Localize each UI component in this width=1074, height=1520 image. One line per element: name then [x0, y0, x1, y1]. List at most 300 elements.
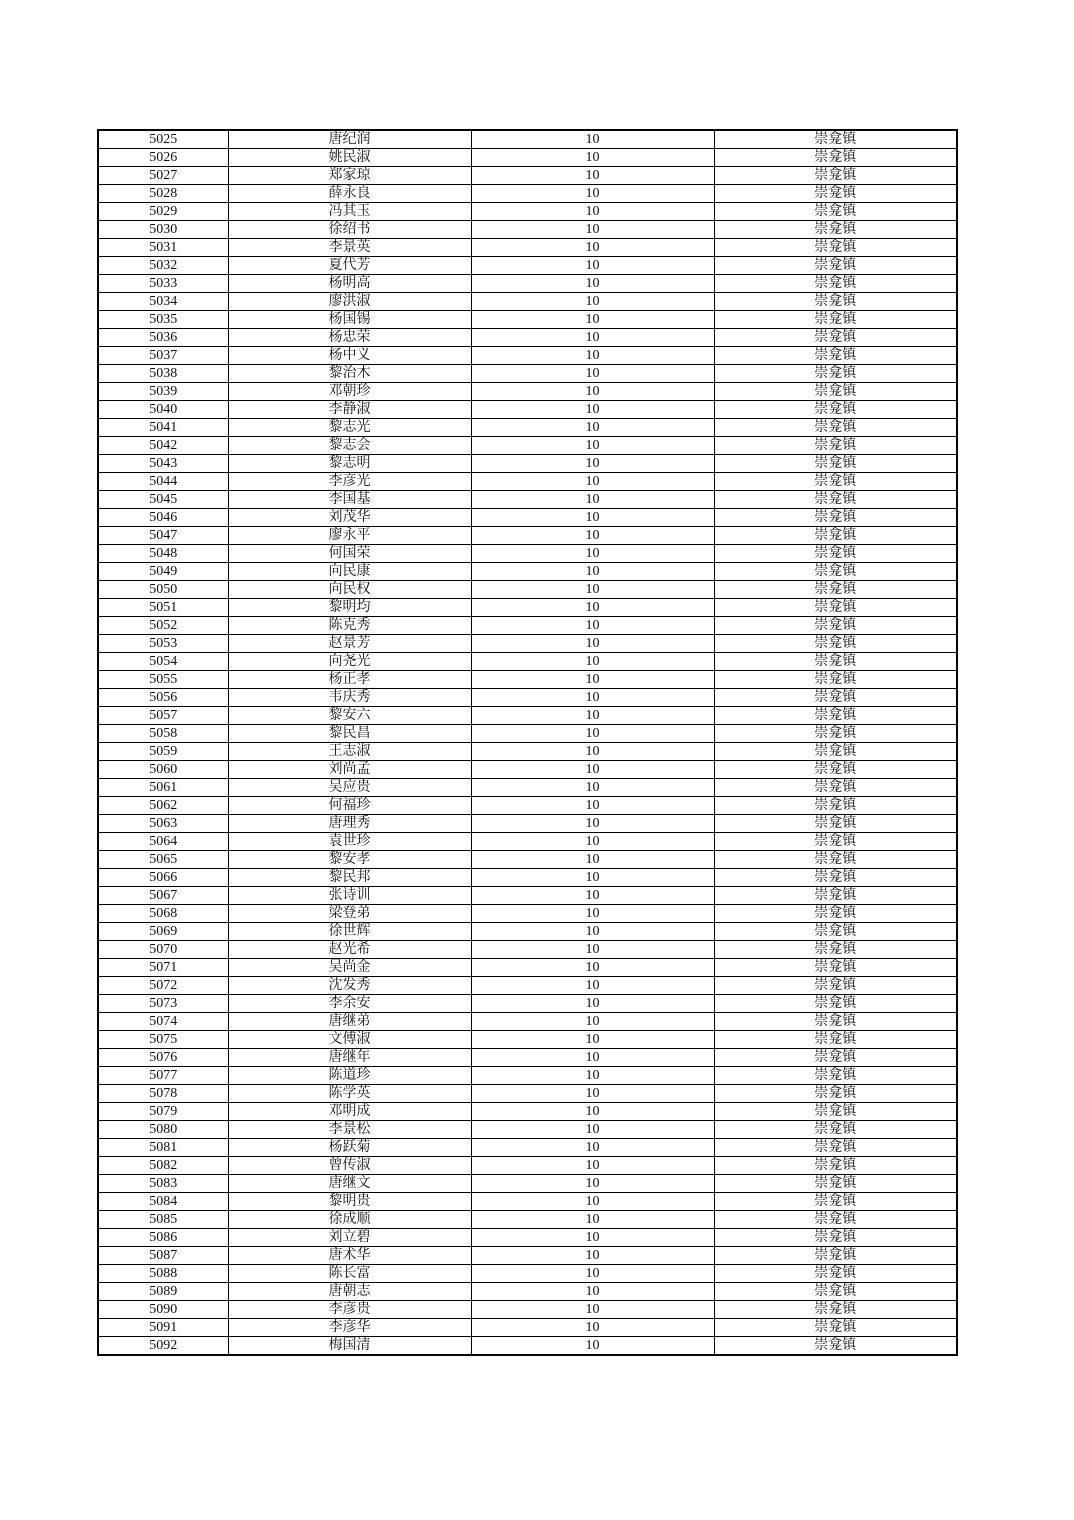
- name-cell: 梁登弟: [228, 905, 471, 923]
- name-cell: 向尧光: [228, 653, 471, 671]
- amount-cell: 10: [471, 923, 714, 941]
- town-cell: 崇龛镇: [714, 995, 957, 1013]
- name-cell: 张诗训: [228, 887, 471, 905]
- row-number-cell: 5049: [98, 563, 228, 581]
- town-cell: 崇龛镇: [714, 293, 957, 311]
- row-number-cell: 5048: [98, 545, 228, 563]
- table-row: [98, 779, 957, 797]
- name-cell: 李余安: [228, 995, 471, 1013]
- town-cell: 崇龛镇: [714, 941, 957, 959]
- table-row: [98, 1265, 957, 1283]
- amount-cell: 10: [471, 1139, 714, 1157]
- town-cell: 崇龛镇: [714, 1193, 957, 1211]
- row-number-cell: 5051: [98, 599, 228, 617]
- name-cell: 唐继弟: [228, 1013, 471, 1031]
- town-cell: 崇龛镇: [714, 401, 957, 419]
- table-row: [98, 1103, 957, 1121]
- town-cell: 崇龛镇: [714, 1301, 957, 1319]
- table-row: [98, 329, 957, 347]
- name-cell: 杨中义: [228, 347, 471, 365]
- town-cell: 崇龛镇: [714, 130, 957, 149]
- town-cell: 崇龛镇: [714, 689, 957, 707]
- row-number-cell: 5027: [98, 167, 228, 185]
- row-number-cell: 5035: [98, 311, 228, 329]
- amount-cell: 10: [471, 1247, 714, 1265]
- town-cell: 崇龛镇: [714, 1049, 957, 1067]
- table-row: [98, 491, 957, 509]
- table-row: [98, 1175, 957, 1193]
- amount-cell: 10: [471, 509, 714, 527]
- table-row: [98, 941, 957, 959]
- amount-cell: 10: [471, 527, 714, 545]
- table-row: [98, 275, 957, 293]
- name-cell: 刘茂华: [228, 509, 471, 527]
- name-cell: 何福珍: [228, 797, 471, 815]
- name-cell: 王志淑: [228, 743, 471, 761]
- table-row: [98, 365, 957, 383]
- name-cell: 徐绍书: [228, 221, 471, 239]
- table-row: [98, 1139, 957, 1157]
- name-cell: 陈道珍: [228, 1067, 471, 1085]
- town-cell: 崇龛镇: [714, 1121, 957, 1139]
- amount-cell: 10: [471, 977, 714, 995]
- table-row: [98, 581, 957, 599]
- table-row: [98, 617, 957, 635]
- row-number-cell: 5071: [98, 959, 228, 977]
- town-cell: 崇龛镇: [714, 671, 957, 689]
- table-row: [98, 1229, 957, 1247]
- name-cell: 薛永良: [228, 185, 471, 203]
- row-number-cell: 5091: [98, 1319, 228, 1337]
- town-cell: 崇龛镇: [714, 617, 957, 635]
- row-number-cell: 5088: [98, 1265, 228, 1283]
- name-cell: 徐成顺: [228, 1211, 471, 1229]
- town-cell: 崇龛镇: [714, 797, 957, 815]
- amount-cell: 10: [471, 1121, 714, 1139]
- row-number-cell: 5044: [98, 473, 228, 491]
- table-row: [98, 563, 957, 581]
- amount-cell: 10: [471, 635, 714, 653]
- amount-cell: 10: [471, 689, 714, 707]
- table-row: [98, 743, 957, 761]
- name-cell: 黎志会: [228, 437, 471, 455]
- row-number-cell: 5063: [98, 815, 228, 833]
- row-number-cell: 5064: [98, 833, 228, 851]
- table-row: [98, 671, 957, 689]
- town-cell: 崇龛镇: [714, 1175, 957, 1193]
- amount-cell: 10: [471, 1229, 714, 1247]
- table-row: [98, 1157, 957, 1175]
- row-number-cell: 5034: [98, 293, 228, 311]
- town-cell: 崇龛镇: [714, 491, 957, 509]
- table-row: [98, 653, 957, 671]
- name-cell: 邓明成: [228, 1103, 471, 1121]
- name-cell: 李彦光: [228, 473, 471, 491]
- table-row: [98, 1121, 957, 1139]
- row-number-cell: 5068: [98, 905, 228, 923]
- table-row: [98, 761, 957, 779]
- row-number-cell: 5074: [98, 1013, 228, 1031]
- table-row: [98, 635, 957, 653]
- table-row: [98, 1211, 957, 1229]
- name-cell: 梅国清: [228, 1337, 471, 1356]
- name-cell: 徐世辉: [228, 923, 471, 941]
- amount-cell: 10: [471, 1049, 714, 1067]
- name-cell: 李静淑: [228, 401, 471, 419]
- town-cell: 崇龛镇: [714, 527, 957, 545]
- row-number-cell: 5047: [98, 527, 228, 545]
- amount-cell: 10: [471, 851, 714, 869]
- town-cell: 崇龛镇: [714, 1229, 957, 1247]
- name-cell: 文傅淑: [228, 1031, 471, 1049]
- table-row: [98, 869, 957, 887]
- town-cell: 崇龛镇: [714, 221, 957, 239]
- table-row: [98, 1085, 957, 1103]
- town-cell: 崇龛镇: [714, 779, 957, 797]
- town-cell: 崇龛镇: [714, 347, 957, 365]
- row-number-cell: 5025: [98, 130, 228, 149]
- town-cell: 崇龛镇: [714, 311, 957, 329]
- amount-cell: 10: [471, 995, 714, 1013]
- name-cell: 黎明贵: [228, 1193, 471, 1211]
- name-cell: 李景英: [228, 239, 471, 257]
- name-cell: 刘尚孟: [228, 761, 471, 779]
- amount-cell: 10: [471, 1067, 714, 1085]
- town-cell: 崇龛镇: [714, 851, 957, 869]
- row-number-cell: 5077: [98, 1067, 228, 1085]
- town-cell: 崇龛镇: [714, 1013, 957, 1031]
- amount-cell: 10: [471, 1265, 714, 1283]
- table-row: [98, 401, 957, 419]
- amount-cell: 10: [471, 545, 714, 563]
- town-cell: 崇龛镇: [714, 455, 957, 473]
- amount-cell: 10: [471, 1193, 714, 1211]
- table-row: [98, 1013, 957, 1031]
- name-cell: 冯其玉: [228, 203, 471, 221]
- amount-cell: 10: [471, 1319, 714, 1337]
- row-number-cell: 5039: [98, 383, 228, 401]
- amount-cell: 10: [471, 347, 714, 365]
- table-row: [98, 473, 957, 491]
- name-cell: 赵景芳: [228, 635, 471, 653]
- table-row: [98, 509, 957, 527]
- name-cell: 何国荣: [228, 545, 471, 563]
- row-number-cell: 5061: [98, 779, 228, 797]
- town-cell: 崇龛镇: [714, 149, 957, 167]
- amount-cell: 10: [471, 1031, 714, 1049]
- row-number-cell: 5028: [98, 185, 228, 203]
- town-cell: 崇龛镇: [714, 185, 957, 203]
- row-number-cell: 5070: [98, 941, 228, 959]
- town-cell: 崇龛镇: [714, 581, 957, 599]
- amount-cell: 10: [471, 1013, 714, 1031]
- name-cell: 黎明均: [228, 599, 471, 617]
- table-row: [98, 707, 957, 725]
- town-cell: 崇龛镇: [714, 833, 957, 851]
- row-number-cell: 5043: [98, 455, 228, 473]
- table-row: [98, 815, 957, 833]
- table-row: [98, 1247, 957, 1265]
- row-number-cell: 5032: [98, 257, 228, 275]
- amount-cell: 10: [471, 1283, 714, 1301]
- amount-cell: 10: [471, 1175, 714, 1193]
- row-number-cell: 5036: [98, 329, 228, 347]
- town-cell: 崇龛镇: [714, 1283, 957, 1301]
- table-row: [98, 527, 957, 545]
- row-number-cell: 5046: [98, 509, 228, 527]
- name-cell: 陈长富: [228, 1265, 471, 1283]
- town-cell: 崇龛镇: [714, 977, 957, 995]
- name-cell: 赵光希: [228, 941, 471, 959]
- row-number-cell: 5062: [98, 797, 228, 815]
- town-cell: 崇龛镇: [714, 635, 957, 653]
- table-row: [98, 293, 957, 311]
- amount-cell: 10: [471, 437, 714, 455]
- row-number-cell: 5033: [98, 275, 228, 293]
- amount-cell: 10: [471, 779, 714, 797]
- row-number-cell: 5081: [98, 1139, 228, 1157]
- table-row: [98, 1067, 957, 1085]
- town-cell: 崇龛镇: [714, 1211, 957, 1229]
- row-number-cell: 5042: [98, 437, 228, 455]
- table-row: [98, 1337, 957, 1356]
- name-cell: 李彦贵: [228, 1301, 471, 1319]
- table-row: [98, 203, 957, 221]
- amount-cell: 10: [471, 329, 714, 347]
- town-cell: 崇龛镇: [714, 509, 957, 527]
- town-cell: 崇龛镇: [714, 761, 957, 779]
- amount-cell: 10: [471, 707, 714, 725]
- row-number-cell: 5069: [98, 923, 228, 941]
- amount-cell: 10: [471, 275, 714, 293]
- row-number-cell: 5055: [98, 671, 228, 689]
- row-number-cell: 5056: [98, 689, 228, 707]
- name-cell: 吴尚金: [228, 959, 471, 977]
- amount-cell: 10: [471, 203, 714, 221]
- row-number-cell: 5058: [98, 725, 228, 743]
- town-cell: 崇龛镇: [714, 1247, 957, 1265]
- name-cell: 杨正孝: [228, 671, 471, 689]
- row-number-cell: 5075: [98, 1031, 228, 1049]
- row-number-cell: 5041: [98, 419, 228, 437]
- town-cell: 崇龛镇: [714, 473, 957, 491]
- table-row: [98, 185, 957, 203]
- name-cell: 李国基: [228, 491, 471, 509]
- amount-cell: 10: [471, 365, 714, 383]
- row-number-cell: 5083: [98, 1175, 228, 1193]
- amount-cell: 10: [471, 1085, 714, 1103]
- row-number-cell: 5084: [98, 1193, 228, 1211]
- amount-cell: 10: [471, 1211, 714, 1229]
- row-number-cell: 5065: [98, 851, 228, 869]
- table-row: [98, 167, 957, 185]
- amount-cell: 10: [471, 401, 714, 419]
- town-cell: 崇龛镇: [714, 1265, 957, 1283]
- row-number-cell: 5087: [98, 1247, 228, 1265]
- name-cell: 李景松: [228, 1121, 471, 1139]
- town-cell: 崇龛镇: [714, 599, 957, 617]
- table-row: [98, 239, 957, 257]
- table-row: [98, 419, 957, 437]
- table-row: [98, 725, 957, 743]
- row-number-cell: 5072: [98, 977, 228, 995]
- name-cell: 刘立碧: [228, 1229, 471, 1247]
- table-row: [98, 833, 957, 851]
- name-cell: 廖永平: [228, 527, 471, 545]
- town-cell: 崇龛镇: [714, 275, 957, 293]
- table-row: [98, 905, 957, 923]
- amount-cell: 10: [471, 383, 714, 401]
- amount-cell: 10: [471, 869, 714, 887]
- row-number-cell: 5090: [98, 1301, 228, 1319]
- town-cell: 崇龛镇: [714, 653, 957, 671]
- amount-cell: 10: [471, 563, 714, 581]
- amount-cell: 10: [471, 959, 714, 977]
- name-cell: 唐继年: [228, 1049, 471, 1067]
- name-cell: 黎民昌: [228, 725, 471, 743]
- amount-cell: 10: [471, 257, 714, 275]
- name-cell: 杨跃菊: [228, 1139, 471, 1157]
- table-row: [98, 257, 957, 275]
- town-cell: 崇龛镇: [714, 1031, 957, 1049]
- table-row: [98, 1031, 957, 1049]
- table-row: [98, 851, 957, 869]
- amount-cell: 10: [471, 905, 714, 923]
- town-cell: 崇龛镇: [714, 257, 957, 275]
- table-row: [98, 545, 957, 563]
- name-cell: 黎安六: [228, 707, 471, 725]
- name-cell: 李彦华: [228, 1319, 471, 1337]
- town-cell: 崇龛镇: [714, 1157, 957, 1175]
- amount-cell: 10: [471, 761, 714, 779]
- row-number-cell: 5029: [98, 203, 228, 221]
- amount-cell: 10: [471, 419, 714, 437]
- amount-cell: 10: [471, 1337, 714, 1356]
- amount-cell: 10: [471, 185, 714, 203]
- amount-cell: 10: [471, 167, 714, 185]
- town-cell: 崇龛镇: [714, 1103, 957, 1121]
- amount-cell: 10: [471, 473, 714, 491]
- name-cell: 黎治木: [228, 365, 471, 383]
- table-row: [98, 347, 957, 365]
- row-number-cell: 5050: [98, 581, 228, 599]
- name-cell: 吴应贵: [228, 779, 471, 797]
- table-row: [98, 887, 957, 905]
- table-row: [98, 1049, 957, 1067]
- table-row: [98, 959, 957, 977]
- row-number-cell: 5082: [98, 1157, 228, 1175]
- row-number-cell: 5060: [98, 761, 228, 779]
- amount-cell: 10: [471, 815, 714, 833]
- name-cell: 唐纪润: [228, 130, 471, 149]
- name-cell: 姚民淑: [228, 149, 471, 167]
- name-cell: 黎安孝: [228, 851, 471, 869]
- amount-cell: 10: [471, 311, 714, 329]
- name-cell: 陈学英: [228, 1085, 471, 1103]
- row-number-cell: 5085: [98, 1211, 228, 1229]
- town-cell: 崇龛镇: [714, 1139, 957, 1157]
- town-cell: 崇龛镇: [714, 1085, 957, 1103]
- town-cell: 崇龛镇: [714, 959, 957, 977]
- name-cell: 韦庆秀: [228, 689, 471, 707]
- town-cell: 崇龛镇: [714, 887, 957, 905]
- amount-cell: 10: [471, 833, 714, 851]
- amount-cell: 10: [471, 617, 714, 635]
- table-row: [98, 977, 957, 995]
- data-table: [97, 129, 958, 1356]
- row-number-cell: 5053: [98, 635, 228, 653]
- town-cell: 崇龛镇: [714, 1067, 957, 1085]
- town-cell: 崇龛镇: [714, 167, 957, 185]
- table-row: [98, 689, 957, 707]
- amount-cell: 10: [471, 887, 714, 905]
- row-number-cell: 5066: [98, 869, 228, 887]
- name-cell: 黎志光: [228, 419, 471, 437]
- table-row: [98, 599, 957, 617]
- row-number-cell: 5057: [98, 707, 228, 725]
- table-row: [98, 383, 957, 401]
- row-number-cell: 5030: [98, 221, 228, 239]
- amount-cell: 10: [471, 239, 714, 257]
- town-cell: 崇龛镇: [714, 419, 957, 437]
- amount-cell: 10: [471, 743, 714, 761]
- row-number-cell: 5080: [98, 1121, 228, 1139]
- town-cell: 崇龛镇: [714, 869, 957, 887]
- name-cell: 向民康: [228, 563, 471, 581]
- table-row: [98, 149, 957, 167]
- table-row: [98, 1283, 957, 1301]
- town-cell: 崇龛镇: [714, 329, 957, 347]
- row-number-cell: 5054: [98, 653, 228, 671]
- amount-cell: 10: [471, 130, 714, 149]
- table-row: [98, 995, 957, 1013]
- row-number-cell: 5079: [98, 1103, 228, 1121]
- name-cell: 陈克秀: [228, 617, 471, 635]
- town-cell: 崇龛镇: [714, 563, 957, 581]
- row-number-cell: 5086: [98, 1229, 228, 1247]
- name-cell: 向民权: [228, 581, 471, 599]
- amount-cell: 10: [471, 221, 714, 239]
- amount-cell: 10: [471, 491, 714, 509]
- table-row: [98, 437, 957, 455]
- town-cell: 崇龛镇: [714, 725, 957, 743]
- table-row: [98, 1193, 957, 1211]
- town-cell: 崇龛镇: [714, 1319, 957, 1337]
- town-cell: 崇龛镇: [714, 545, 957, 563]
- town-cell: 崇龛镇: [714, 365, 957, 383]
- name-cell: 唐术华: [228, 1247, 471, 1265]
- amount-cell: 10: [471, 671, 714, 689]
- name-cell: 曾传淑: [228, 1157, 471, 1175]
- name-cell: 杨明高: [228, 275, 471, 293]
- name-cell: 唐理秀: [228, 815, 471, 833]
- row-number-cell: 5067: [98, 887, 228, 905]
- name-cell: 袁世珍: [228, 833, 471, 851]
- table-row: [98, 130, 957, 149]
- amount-cell: 10: [471, 797, 714, 815]
- table-row: [98, 1301, 957, 1319]
- town-cell: 崇龛镇: [714, 815, 957, 833]
- row-number-cell: 5045: [98, 491, 228, 509]
- name-cell: 杨忠荣: [228, 329, 471, 347]
- table-row: [98, 455, 957, 473]
- table-row: [98, 311, 957, 329]
- table-row: [98, 1319, 957, 1337]
- amount-cell: 10: [471, 725, 714, 743]
- amount-cell: 10: [471, 653, 714, 671]
- name-cell: 沈发秀: [228, 977, 471, 995]
- town-cell: 崇龛镇: [714, 239, 957, 257]
